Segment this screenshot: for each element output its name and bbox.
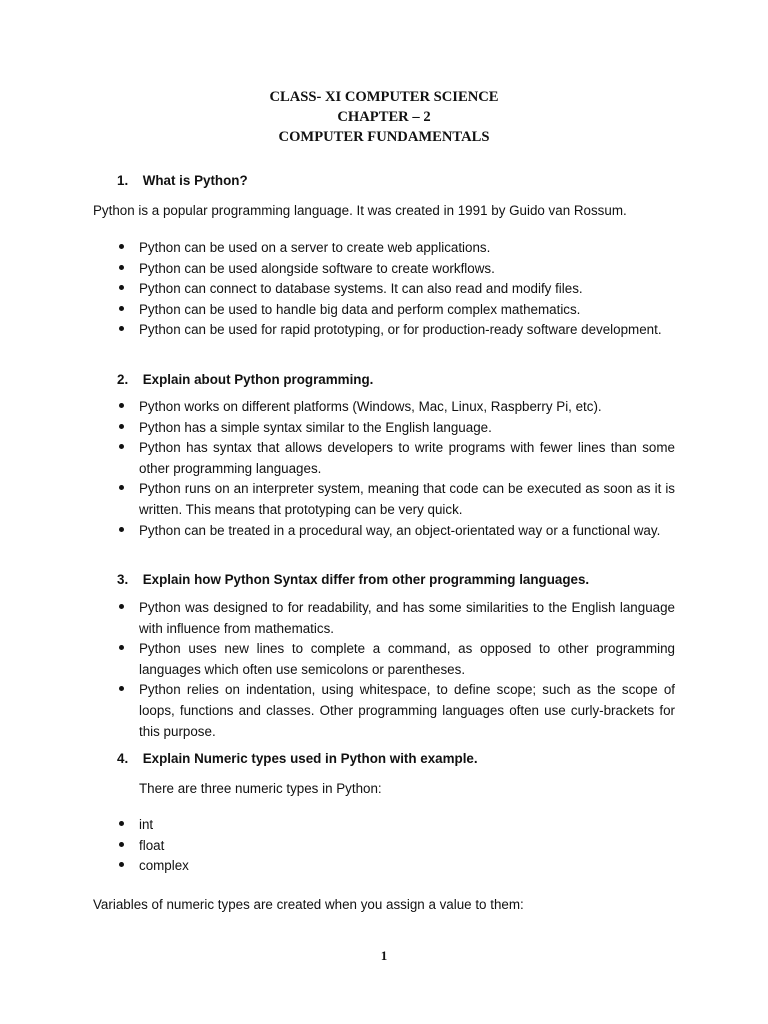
list-item: [0, 856, 675, 877]
bullet-icon: [116, 479, 126, 500]
list-item-text: Python works on different platforms (Windows, Mac, Linux, Raspberry Pi, etc).: [139, 399, 602, 414]
question-4-heading: [117, 749, 677, 770]
question-title: Explain how Python Syntax differ from other programming languages.: [142, 572, 590, 587]
list-item-text: float: [139, 837, 165, 853]
header-chapter-line: CHAPTER – 2: [337, 109, 431, 125]
bullet-icon: [116, 259, 126, 280]
list-item-text: Python has syntax that allows developers to write programs with fewer lines than some other programming languages.: [139, 440, 675, 476]
question-title: Explain about Python programming.: [142, 372, 374, 387]
question-3-heading: [117, 570, 677, 591]
list-item-text: Python can connect to database systems. It can also read and modify files.: [139, 281, 583, 297]
question-number: 2.: [117, 372, 129, 387]
list-item-text: Python can be treated in a procedural way, an object-orientated way or a functional way.: [139, 522, 661, 538]
list-item-text: Python runs on an interpreter system, meaning that code can be executed as soon as it is written. This means that prototyping can be very quick.: [139, 481, 675, 517]
list-item: [0, 680, 675, 742]
list-item-text: Python can be used on a server to create web applications.: [139, 240, 491, 255]
bullet-icon: [116, 320, 126, 341]
list-item: [0, 397, 675, 418]
list-item-text: Python can be used alongside software to create workflows.: [139, 260, 495, 276]
page-number: 1: [380, 948, 388, 963]
question-4-intro: There are three numeric types in Python:: [139, 781, 382, 796]
bullet-icon: [116, 598, 126, 619]
bullet-icon: [116, 680, 126, 701]
bullet-icon: [116, 521, 126, 542]
list-item-text: complex: [139, 858, 189, 874]
list-item: [0, 836, 675, 857]
question-2-bullets: [0, 397, 675, 541]
question-number: 4.: [117, 751, 129, 766]
question-2-heading: [117, 370, 677, 391]
list-item: [0, 300, 675, 321]
list-item: [0, 639, 675, 680]
closing-paragraph: Variables of numeric types are created when you assign a value to them:: [93, 897, 524, 912]
question-1-heading: [117, 171, 677, 192]
bullet-icon: [116, 279, 126, 300]
list-item-text: Python can be used for rapid prototyping, or for production-ready software development.: [139, 322, 662, 338]
list-item: [0, 521, 675, 542]
list-item: [0, 438, 675, 479]
header-class-line: CLASS- XI COMPUTER SCIENCE: [269, 89, 499, 105]
list-item-text: Python has a simple syntax similar to the English language.: [139, 419, 492, 435]
list-item-text: Python relies on indentation, using whitespace, to define scope; such as the scope of loops, functions and classes. Other programming languages often use curly-brackets for this purpose.: [139, 682, 675, 739]
list-item: [0, 479, 675, 520]
question-number: 3.: [117, 572, 129, 587]
question-title: Explain Numeric types used in Python with example.: [142, 751, 478, 766]
list-item: [0, 598, 675, 639]
list-item: [0, 259, 675, 280]
header-title-line: COMPUTER FUNDAMENTALS: [278, 129, 490, 145]
bullet-icon: [116, 639, 126, 660]
numeric-types-list: [0, 815, 675, 877]
document-header: [0, 87, 768, 147]
bullet-icon: [116, 836, 126, 857]
list-item-text: Python uses new lines to complete a command, as opposed to other programming languages which often use semicolons or parentheses.: [139, 641, 675, 677]
bullet-icon: [116, 856, 126, 877]
bullet-icon: [116, 418, 126, 439]
question-1-intro: Python is a popular programming language. It was created in 1991 by Guido van Rossum.: [93, 203, 627, 218]
bullet-icon: [116, 300, 126, 321]
question-3-bullets: [0, 598, 675, 742]
question-number: 1.: [117, 173, 129, 188]
list-item: [0, 238, 675, 259]
bullet-icon: [116, 238, 126, 259]
list-item-text: Python was designed to for readability, and has some similarities to the English language with influence from mathematics.: [139, 600, 675, 636]
list-item: [0, 815, 675, 836]
bullet-icon: [116, 397, 126, 418]
question-title: What is Python?: [142, 173, 248, 188]
bullet-icon: [116, 438, 126, 459]
list-item: [0, 279, 675, 300]
list-item-text: Python can be used to handle big data and perform complex mathematics.: [139, 301, 581, 317]
bullet-icon: [116, 815, 126, 836]
list-item-text: int: [139, 817, 154, 832]
question-1-bullets: [0, 238, 675, 341]
list-item: [0, 418, 675, 439]
list-item: [0, 320, 675, 341]
